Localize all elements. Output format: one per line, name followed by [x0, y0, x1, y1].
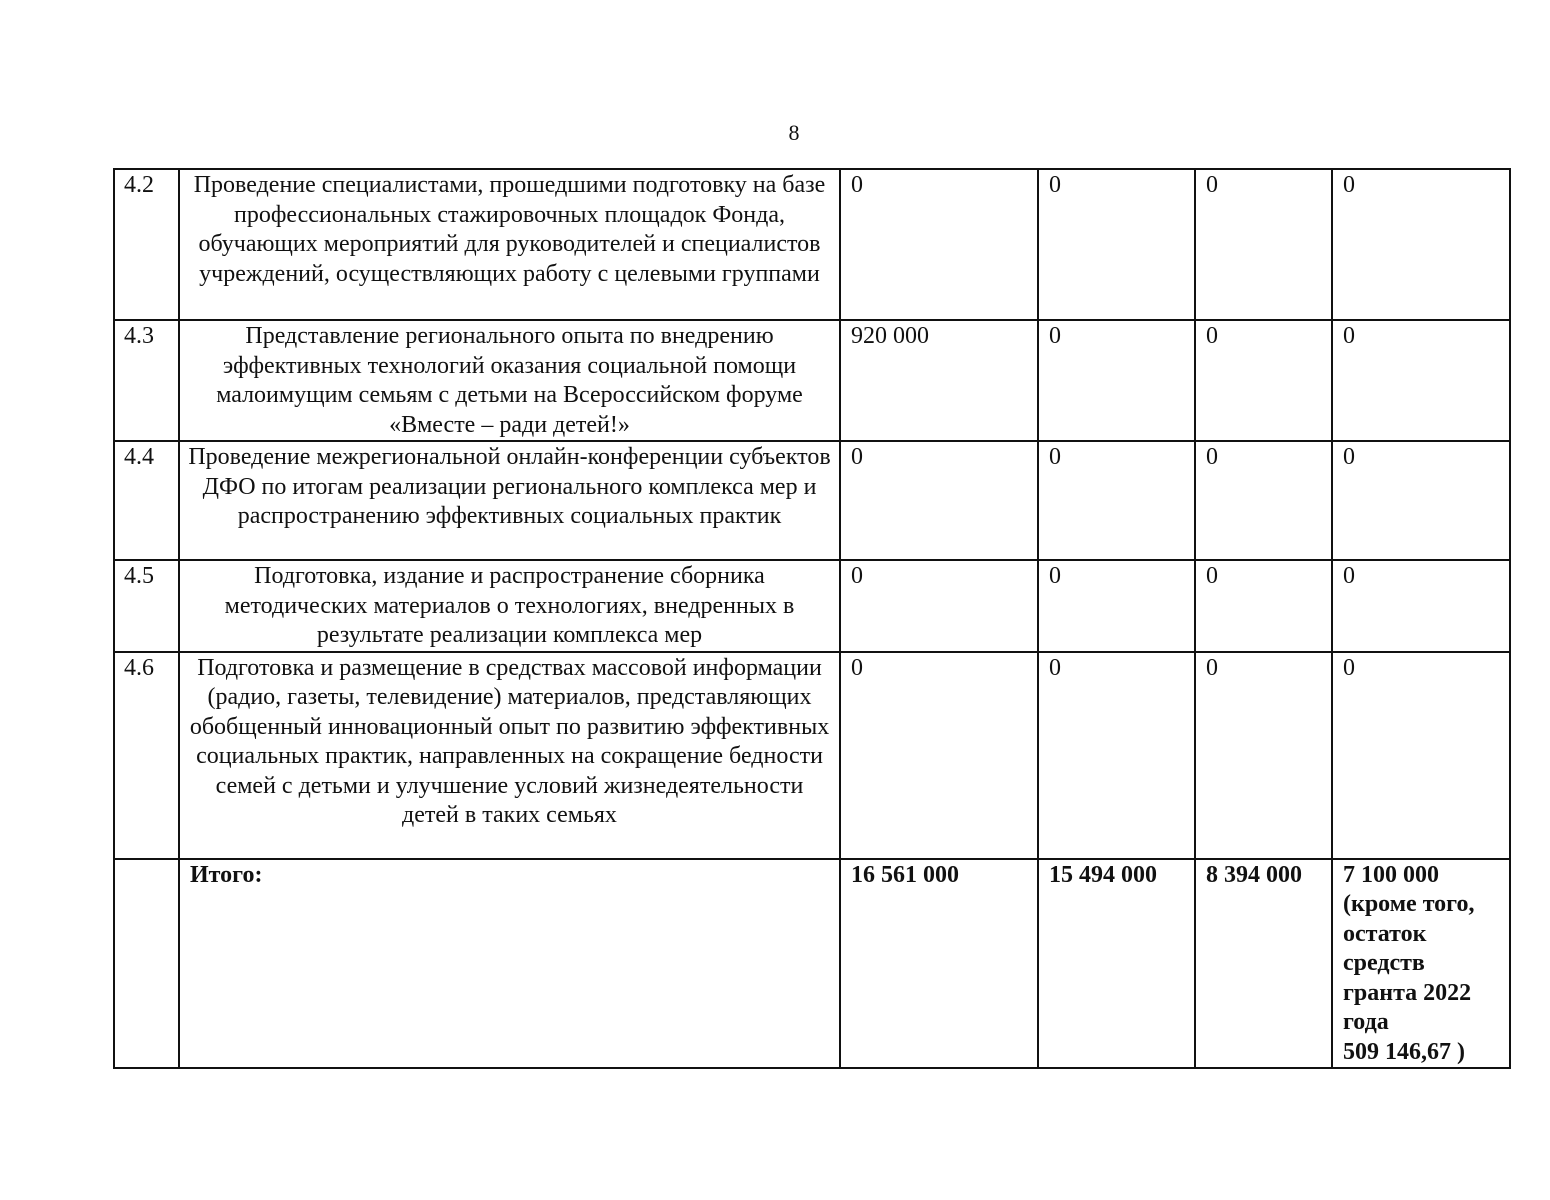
row-value-1: 0: [840, 560, 1038, 652]
table-row: [114, 320, 1510, 441]
row-value-1: 0: [840, 652, 1038, 859]
row-value-3: 0: [1195, 169, 1332, 320]
total-value-3: 8 394 000: [1195, 859, 1332, 1069]
row-value-4: 0: [1332, 320, 1510, 441]
row-description: Подготовка, издание и распространение сборника методических материалов о технологиях, внедренных в результате реализации комплекса мер: [179, 560, 840, 652]
row-value-3: 0: [1195, 320, 1332, 441]
row-number: 4.2: [114, 169, 179, 320]
row-description: Подготовка и размещение в средствах массовой информации (радио, газеты, телевидение) материалов, представляющих обобщенный инновационный опыт по развитию эффективных социальных практик, направленных на сокращение бедности семей с детьми и улучшение условий жизнедеятельности детей в таких семьях: [179, 652, 840, 859]
row-value-2: 0: [1038, 169, 1195, 320]
total-value-4-note: (кроме того, остаток средств гранта 2022 года 509 146,67 ): [1343, 891, 1475, 1065]
budget-table: [113, 168, 1511, 1069]
row-number: 4.6: [114, 652, 179, 859]
row-value-4: 0: [1332, 441, 1510, 560]
table-row: [114, 560, 1510, 652]
row-number: 4.5: [114, 560, 179, 652]
row-number: 4.3: [114, 320, 179, 441]
row-value-3: 0: [1195, 652, 1332, 859]
row-description: Проведение специалистами, прошедшими подготовку на базе профессиональных стажировочных площадок Фонда, обучающих мероприятий для руководителей и специалистов учреждений, осуществляющих работу с целевыми группами: [179, 169, 840, 320]
total-label: Итого:: [179, 859, 840, 1069]
row-value-4: 0: [1332, 560, 1510, 652]
row-description: Проведение межрегиональной онлайн-конференции субъектов ДФО по итогам реализации регионального комплекса мер и распространению эффективных социальных практик: [179, 441, 840, 560]
row-description: Представление регионального опыта по внедрению эффективных технологий оказания социальной помощи малоимущим семьям с детьми на Всероссийском форуме «Вместе – ради детей!»: [179, 320, 840, 441]
total-value-1: 16 561 000: [840, 859, 1038, 1069]
row-value-2: 0: [1038, 560, 1195, 652]
row-value-3: 0: [1195, 560, 1332, 652]
row-value-2: 0: [1038, 320, 1195, 441]
row-value-4: 0: [1332, 652, 1510, 859]
total-value-2: 15 494 000: [1038, 859, 1195, 1069]
page-number: 8: [788, 120, 800, 145]
row-value-1: 0: [840, 441, 1038, 560]
row-number: 4.4: [114, 441, 179, 560]
row-value-3: 0: [1195, 441, 1332, 560]
table-row: [114, 652, 1510, 859]
total-number-cell: [114, 859, 179, 1069]
row-value-4: 0: [1332, 169, 1510, 320]
total-value-4-cell: [1332, 859, 1510, 1069]
row-value-2: 0: [1038, 441, 1195, 560]
row-value-1: 920 000: [840, 320, 1038, 441]
row-value-1: 0: [840, 169, 1038, 320]
table-row: [114, 169, 1510, 320]
row-value-2: 0: [1038, 652, 1195, 859]
total-row: [114, 859, 1510, 1069]
table-row: [114, 441, 1510, 560]
total-value-4: 7 100 000: [1343, 861, 1439, 888]
